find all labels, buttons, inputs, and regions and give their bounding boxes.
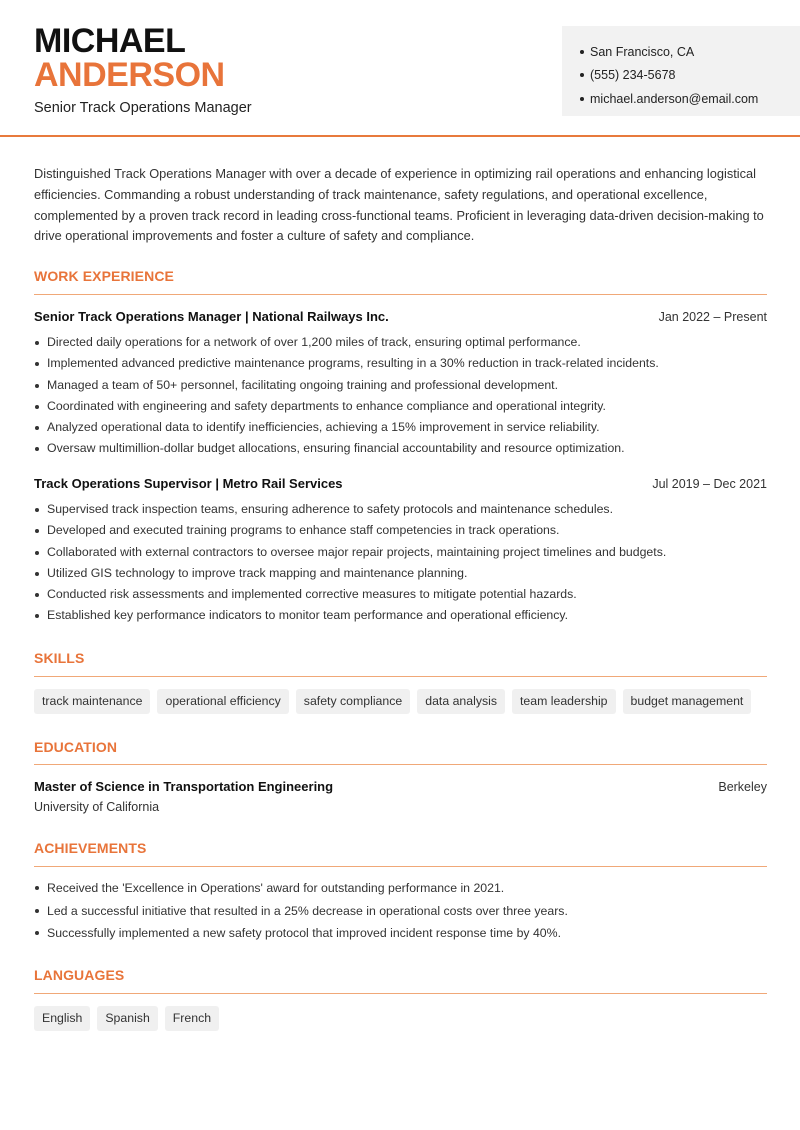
language-tags <box>34 1006 219 1031</box>
section-title-education: EDUCATION <box>34 739 118 755</box>
education-degree: Master of Science in Transportation Engineering <box>34 779 334 794</box>
section-divider <box>34 764 767 765</box>
list-item: Coordinated with engineering and safety departments to enhance compliance and operational integrity. <box>34 396 767 417</box>
achievements-list <box>34 877 767 945</box>
list-item: Supervised track inspection teams, ensuring adherence to safety protocols and maintenance schedules. <box>34 499 767 520</box>
list-item: Received the 'Excellence in Operations' award for outstanding performance in 2021. <box>34 877 767 900</box>
education-school: University of California <box>34 800 160 814</box>
list-item: Successfully implemented a new safety protocol that improved incident response time by 40%. <box>34 922 767 945</box>
contact-email-text: michael.anderson@email.com <box>590 91 759 106</box>
list-item: Implemented advanced predictive maintenance programs, resulting in a 30% reduction in track-related incidents. <box>34 353 767 374</box>
skill-tag: safety compliance <box>296 689 410 714</box>
bullet-icon <box>580 73 584 77</box>
contact-box <box>562 26 800 116</box>
job-header <box>34 476 767 491</box>
list-item: Analyzed operational data to identify inefficiencies, achieving a 15% improvement in service reliability. <box>34 417 767 438</box>
contact-location <box>580 40 800 64</box>
language-tag: English <box>34 1006 90 1031</box>
section-divider <box>34 294 767 295</box>
list-item: Conducted risk assessments and implemented corrective measures to mitigate potential hazards. <box>34 584 767 605</box>
list-item: Developed and executed training programs to enhance staff competencies in track operations. <box>34 520 767 541</box>
bullet-icon <box>580 97 584 101</box>
list-item: Led a successful initiative that resulted in a 25% decrease in operational costs over three years. <box>34 900 767 923</box>
list-item: Utilized GIS technology to improve track mapping and maintenance planning. <box>34 563 767 584</box>
skill-tag: operational efficiency <box>157 689 288 714</box>
skill-tag: data analysis <box>417 689 505 714</box>
section-divider <box>34 866 767 867</box>
section-title-achievements: ACHIEVEMENTS <box>34 840 147 856</box>
language-tag: French <box>165 1006 219 1031</box>
job-bullets <box>34 499 767 627</box>
first-name: MICHAEL <box>34 22 186 60</box>
job-dates: Jan 2022 – Present <box>658 310 767 324</box>
summary-paragraph: Distinguished Track Operations Manager with over a decade of experience in optimizing rail operations and enhancing logistical efficiencies. Commanding a robust understanding of track maintenance, safety regulations, and operational excellence, complemented by a proven track record in leading cross-functional teams. Proficient in leveraging data-driven decision-making to drive operational improvements and foster a culture of safety and compliance. <box>34 166 764 244</box>
contact-location-text: San Francisco, CA <box>590 44 695 59</box>
education-header <box>34 779 767 794</box>
contact-phone <box>580 64 800 88</box>
list-item: Collaborated with external contractors to oversee major repair projects, maintaining project timelines and budgets. <box>34 542 767 563</box>
job-title: Senior Track Operations Manager <box>34 100 252 116</box>
job-role: Senior Track Operations Manager | National Railways Inc. <box>34 309 389 324</box>
contact-email <box>580 87 800 111</box>
last-name: ANDERSON <box>34 56 225 94</box>
section-title-languages: LANGUAGES <box>34 967 125 983</box>
job-role: Track Operations Supervisor | Metro Rail Services <box>34 476 343 491</box>
section-divider <box>34 993 767 994</box>
list-item: Established key performance indicators to monitor team performance and operational efficiency. <box>34 605 767 626</box>
skill-tag: track maintenance <box>34 689 150 714</box>
skill-tag: budget management <box>623 689 752 714</box>
resume-header <box>0 0 800 137</box>
section-title-experience: WORK EXPERIENCE <box>34 268 174 284</box>
job-bullets <box>34 332 767 460</box>
list-item: Directed daily operations for a network of over 1,200 miles of track, ensuring optimal performance. <box>34 332 767 353</box>
job-dates: Jul 2019 – Dec 2021 <box>652 477 767 491</box>
education-location: Berkeley <box>718 780 767 794</box>
skills-tags <box>34 689 751 714</box>
section-title-skills: SKILLS <box>34 650 85 666</box>
section-divider <box>34 676 767 677</box>
list-item: Managed a team of 50+ personnel, facilitating ongoing training and professional development. <box>34 375 767 396</box>
job-header <box>34 309 767 324</box>
skill-tag: team leadership <box>512 689 616 714</box>
contact-phone-text: (555) 234-5678 <box>590 68 676 83</box>
language-tag: Spanish <box>97 1006 157 1031</box>
bullet-icon <box>580 50 584 54</box>
list-item: Oversaw multimillion-dollar budget allocations, ensuring financial accountability and resource optimization. <box>34 438 767 459</box>
